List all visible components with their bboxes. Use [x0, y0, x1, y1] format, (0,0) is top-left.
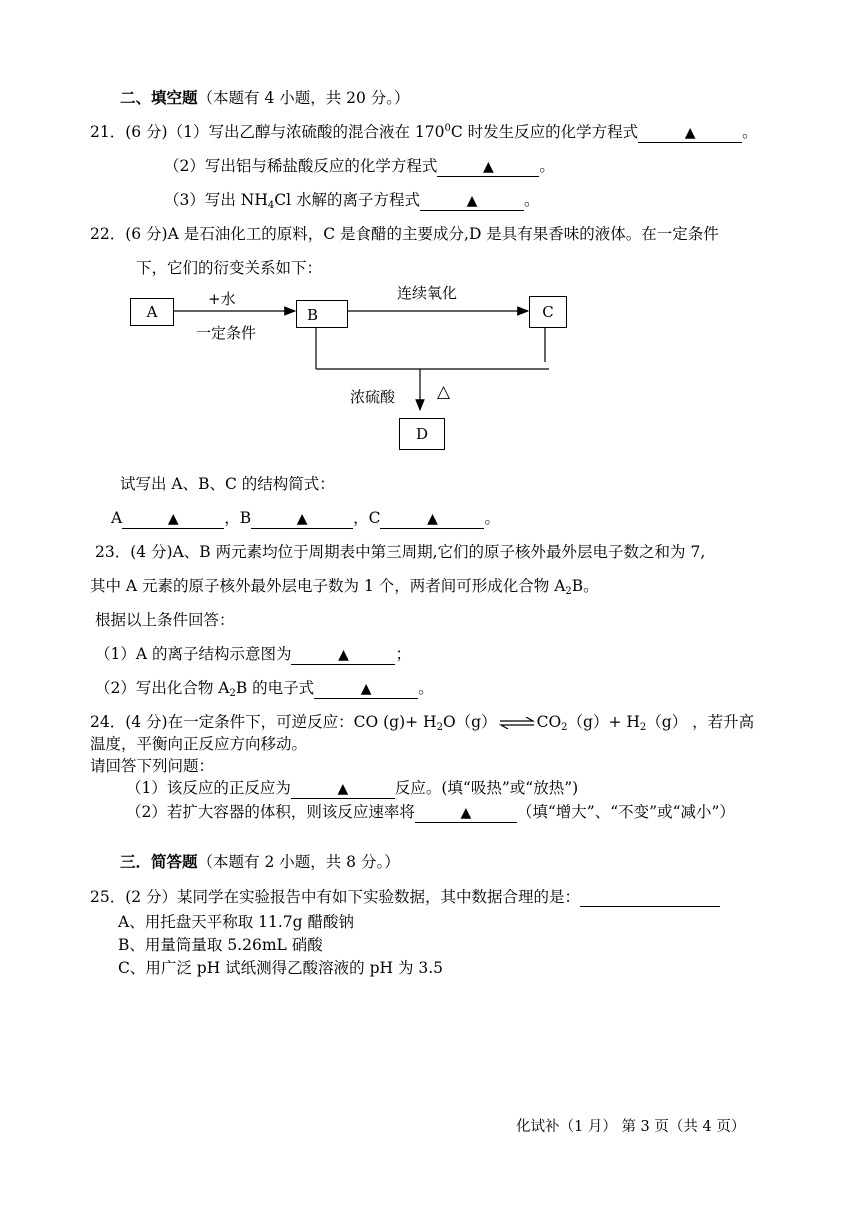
question-21-part-2: （2）写出铝与稀盐酸反应的化学方程式 ▲ 。 [164, 157, 555, 175]
question-23-part-2: （2）写出化合物 $A_2B$ 的电子式 ▲ 。 [95, 679, 434, 699]
question-23-instruction: 根据以上条件回答： [95, 611, 235, 629]
answer-blank[interactable]: ▲ [420, 191, 524, 211]
question-25-option-c: C、用广泛 pH 试纸测得乙酸溶液的 pH 为 3.5 [118, 959, 444, 977]
question-22-answers: A ▲ ，B ▲ ，C ▲ 。 [111, 509, 500, 527]
question-22-prompt: 试写出 A、B、C 的结构简式： [120, 475, 335, 493]
diagram-lines [0, 0, 860, 460]
answer-blank[interactable]: ▲ [437, 157, 539, 177]
question-23-stem-cont: 其中 A 元素的原子核外最外层电子数为 1 个，两者间可形成化合物 $A_2B$。 [90, 577, 599, 597]
answer-blank-b[interactable]: ▲ [251, 509, 353, 529]
answer-blank[interactable]: ▲ [291, 645, 395, 665]
answer-blank-a[interactable]: ▲ [122, 509, 224, 529]
question-25-option-b: B、用量筒量取 5.26mL 硝酸 [118, 936, 323, 954]
question-22-stem: 22．(6 分)A 是石油化工的原料，C 是食醋的主要成分,D 是具有果香味的液体。在一定条件 [90, 225, 719, 243]
section-title: 三．简答题 [120, 852, 198, 871]
section-heading [120, 852, 400, 872]
answer-blank-c[interactable]: ▲ [380, 509, 484, 529]
label-heat: △ [437, 382, 451, 402]
label-conc-sulfuric: 浓硫酸 [350, 388, 396, 406]
question-25-option-a: A、用托盘天平称取 11.7g 醋酸钠 [118, 913, 354, 931]
question-23-stem: 23．(4 分)A、B 两元素均位于周期表中第三周期,它们的原子核外最外层电子数之和为 7, [95, 543, 706, 561]
label-oxidation: 连续氧化 [397, 284, 458, 302]
equilibrium-arrow-icon [499, 717, 535, 729]
label-add-water: +水 [208, 290, 236, 308]
question-21-part-3: （3）写出 $NH_4Cl$ 水解的离子方程式 ▲ 。 [164, 191, 540, 211]
question-23-part-1: （1）A 的离子结构示意图为 ▲ ； [95, 645, 411, 663]
section-note: （本题有 2 小题，共 8 分。） [197, 853, 400, 871]
answer-blank[interactable]: ▲ [415, 803, 517, 823]
section-note: （本题有 4 小题，共 20 分。） [197, 89, 410, 107]
question-24-part-1: （1）该反应的正反应为 ▲ 反应。(填“吸热”或“放热”) [126, 779, 579, 797]
question-24-stem-cont: 温度，平衡向正反应方向移动。 [90, 735, 308, 753]
answer-blank[interactable]: ▲ [291, 779, 395, 799]
box-c: C [529, 296, 567, 328]
label-condition: 一定条件 [196, 324, 257, 342]
box-d: D [399, 418, 445, 450]
answer-blank[interactable]: ▲ [638, 123, 742, 143]
question-24-part-2: （2）若扩大容器的体积，则该反应速率将 ▲ （填“增大”、“不变”或“减小”） [126, 803, 735, 821]
question-22-stem-cont: 下，它们的衍变关系如下： [136, 259, 323, 277]
answer-blank[interactable] [580, 888, 720, 907]
box-b: B [296, 300, 348, 328]
section-title: 二、填空题 [120, 88, 198, 107]
question-25-stem: 25．(2 分）某同学在实验报告中有如下实验数据，其中数据合理的是： [90, 887, 720, 907]
box-a: A [130, 298, 174, 326]
page-footer: 化试补（1 月） 第 3 页（共 4 页） [516, 1119, 746, 1135]
answer-blank[interactable]: ▲ [314, 679, 418, 699]
question-21-part-1: 21．(6 分)（1）写出乙醇与浓硫酸的混合液在 $170^0C$ 时发生反应的化学方程式 ▲ 。 [90, 123, 758, 141]
question-24-instruction: 请回答下列问题： [90, 757, 215, 775]
question-24-stem: 24．(4 分)在一定条件下，可逆反应：CO $(g)+ H_2O(g)$ $CO_2(g)+ H_2(g)$ ，若升高 [90, 713, 755, 733]
